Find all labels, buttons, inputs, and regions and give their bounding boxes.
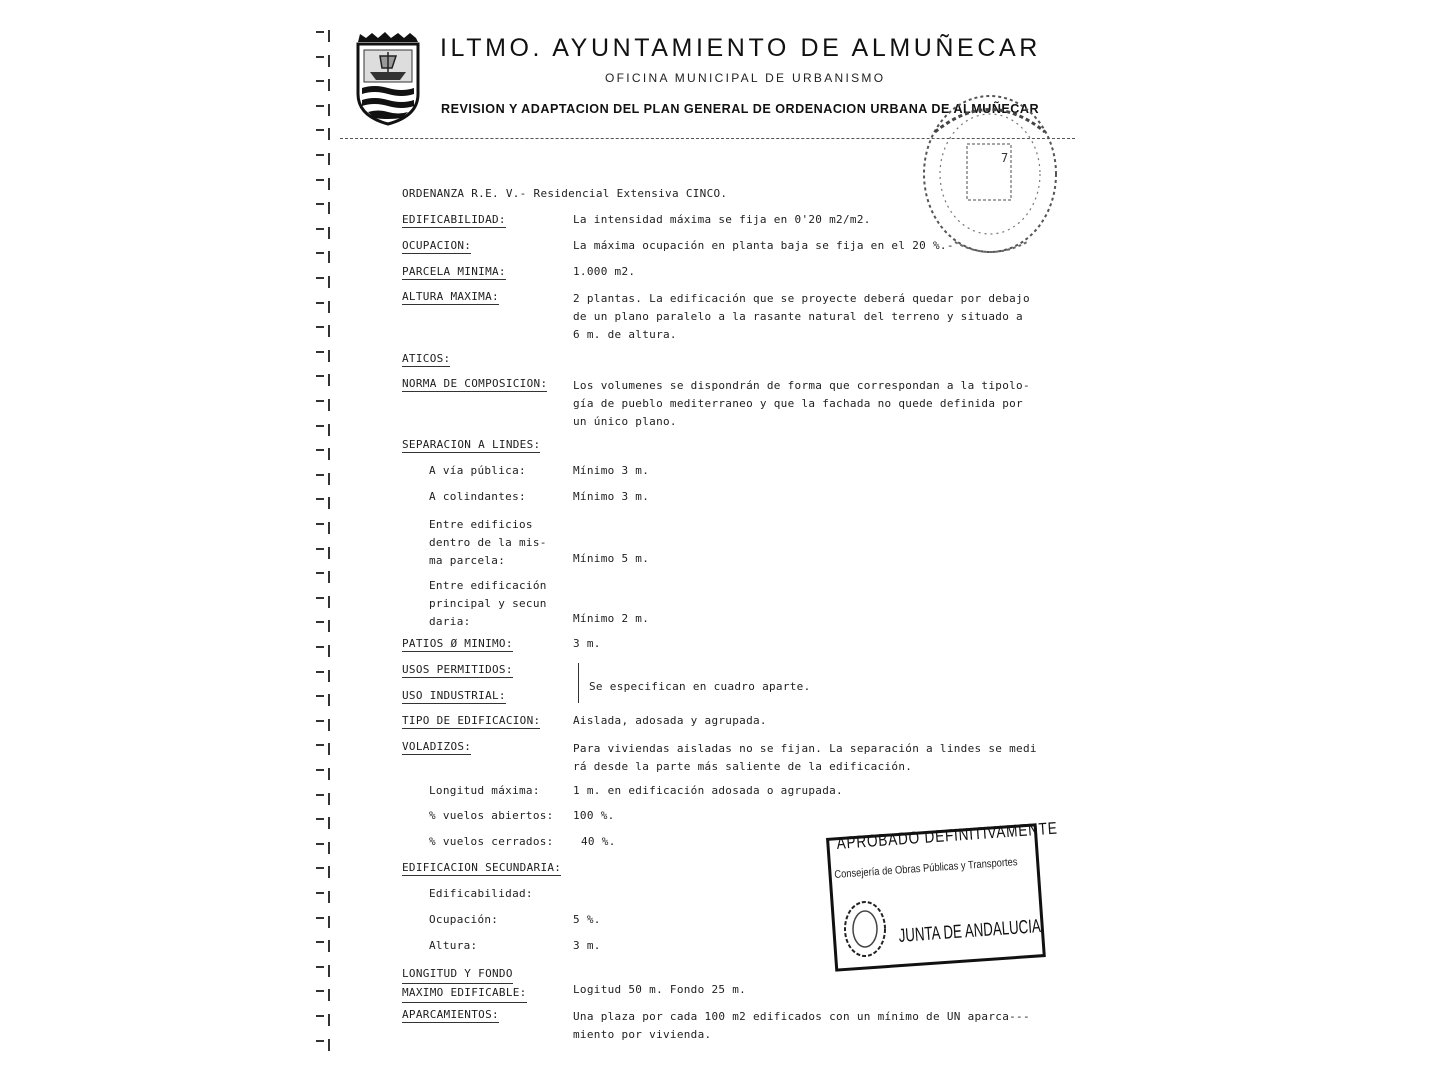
entre-edificacion-line: daria:	[429, 615, 471, 628]
margin-tick	[316, 916, 334, 928]
plan-heading: REVISION Y ADAPTACION DEL PLAN GENERAL DE ORDENACION URBANA DE ALMUÑECAR	[441, 102, 1040, 116]
margin-tick	[316, 989, 334, 1001]
margin-tick-marks	[316, 30, 336, 1075]
usos-value: Se especifican en cuadro aparte.	[589, 680, 811, 693]
margin-tick	[316, 104, 334, 116]
colindantes-label: A colindantes:	[429, 490, 526, 503]
norma-line: un único plano.	[573, 415, 677, 428]
margin-tick	[316, 153, 334, 165]
approval-stamp	[822, 814, 1059, 974]
parcela-minima-value: 1.000 m2.	[573, 265, 636, 278]
margin-tick	[316, 473, 334, 485]
patios-minimo-label: PATIOS Ø MINIMO:	[402, 637, 513, 650]
altura-line: 2 plantas. La edificación que se proyecte deberá quedar por debajo	[573, 292, 1030, 305]
margin-tick	[316, 547, 334, 559]
entre-edificacion-line: Entre edificación	[429, 579, 547, 592]
voladizos-value	[573, 740, 1037, 776]
margin-tick	[316, 719, 334, 731]
margin-tick	[316, 350, 334, 362]
approval-stamp-junta: JUNTA DE ANDALUCIA	[898, 916, 1042, 947]
margin-tick	[316, 301, 334, 313]
margin-tick	[316, 571, 334, 583]
aparcamientos-line: miento por vivienda.	[573, 1028, 712, 1041]
municipality-title: ILTMO. AYUNTAMIENTO DE ALMUÑECAR	[440, 34, 1041, 62]
entre-edificios-value: Mínimo 5 m.	[573, 552, 650, 565]
margin-tick	[316, 1039, 334, 1051]
ocupacion-label: OCUPACION:	[402, 239, 472, 252]
altura-line: de un plano paralelo a la rasante natural del terreno y situado a	[573, 310, 1023, 323]
aticos-label: ATICOS:	[402, 352, 451, 365]
entre-edificacion-line: principal y secun	[429, 597, 547, 610]
margin-tick	[316, 940, 334, 952]
altura-maxima-label: ALTURA MAXIMA:	[402, 290, 499, 303]
edificacion-secundaria-label: EDIFICACION SECUNDARIA:	[402, 861, 562, 874]
margin-tick	[316, 965, 334, 977]
edificabilidad-value: La intensidad máxima se fija en 0'20 m2/m2.	[573, 213, 871, 226]
margin-tick	[316, 768, 334, 780]
tipo-edificacion-value: Aislada, adosada y agrupada.	[573, 714, 767, 727]
via-publica-value: Mínimo 3 m.	[573, 464, 650, 477]
secundaria-edificabilidad-label: Edificabilidad:	[429, 887, 533, 900]
secundaria-ocupacion-label: Ocupación:	[429, 913, 499, 926]
aparcamientos-line: Una plaza por cada 100 m2 edificados con un mínimo de UN aparca---	[573, 1010, 1030, 1023]
longitud-maxima-value: 1 m. en edificación adosada o agrupada.	[573, 784, 843, 797]
colindantes-value: Mínimo 3 m.	[573, 490, 650, 503]
margin-tick	[316, 178, 334, 190]
entre-edificios-line: ma parcela:	[429, 554, 506, 567]
margin-tick	[316, 596, 334, 608]
longitud-fondo-label	[402, 965, 527, 1003]
approval-stamp-title: APROBADO DEFINITIVAMENTE	[836, 818, 1059, 853]
entre-edificios-label	[429, 516, 547, 570]
margin-tick	[316, 276, 334, 288]
entre-edificacion-label	[429, 577, 547, 631]
margin-tick	[316, 817, 334, 829]
margin-tick	[316, 891, 334, 903]
entre-edificios-line: dentro de la mis-	[429, 536, 547, 549]
vuelos-abiertos-value: 100 %.	[573, 809, 615, 822]
patios-minimo-value: 3 m.	[573, 637, 601, 650]
margin-tick	[316, 694, 334, 706]
vuelos-cerrados-value: 40 %.	[581, 835, 616, 848]
voladizos-line: rá desde la parte más saliente de la edificación.	[573, 760, 913, 773]
longitud-fondo-line: MAXIMO EDIFICABLE:	[402, 984, 527, 1003]
margin-tick	[316, 424, 334, 436]
secundaria-altura-value: 3 m.	[573, 939, 601, 952]
secundaria-altura-label: Altura:	[429, 939, 478, 952]
separacion-lindes-label: SEPARACION A LINDES:	[402, 438, 541, 451]
edificabilidad-label: EDIFICABILIDAD:	[402, 213, 506, 226]
margin-tick	[316, 30, 334, 42]
margin-tick	[316, 399, 334, 411]
entre-edificios-line: Entre edificios	[429, 518, 533, 531]
altura-line: 6 m. de altura.	[573, 328, 677, 341]
margin-tick	[316, 251, 334, 263]
margin-tick	[316, 128, 334, 140]
norma-composicion-value	[573, 377, 1030, 431]
usos-bracket	[578, 663, 579, 703]
entre-edificacion-value: Mínimo 2 m.	[573, 612, 650, 625]
parcela-minima-label: PARCELA MINIMA:	[402, 265, 506, 278]
norma-line: gía de pueblo mediterraneo y que la fachada no quede definida por	[573, 397, 1023, 410]
usos-permitidos-label: USOS PERMITIDOS:	[402, 663, 513, 676]
margin-tick	[316, 448, 334, 460]
altura-maxima-value	[573, 290, 1030, 344]
vuelos-abiertos-label: % vuelos abiertos:	[429, 809, 554, 822]
margin-tick	[316, 202, 334, 214]
aparcamientos-value	[573, 1008, 1030, 1044]
margin-tick	[316, 374, 334, 386]
margin-tick	[316, 743, 334, 755]
margin-tick	[316, 227, 334, 239]
margin-tick	[316, 645, 334, 657]
ocupacion-value: La máxima ocupación en planta baja se fija en el 20 %.-	[573, 239, 954, 252]
voladizos-label: VOLADIZOS:	[402, 740, 472, 753]
longitud-fondo-value: Logitud 50 m. Fondo 25 m.	[573, 983, 747, 996]
norma-composicion-label: NORMA DE COMPOSICION:	[402, 377, 548, 390]
ordenanza-title: ORDENANZA R.E. V.- Residencial Extensiva CINCO.	[402, 187, 728, 200]
longitud-maxima-label: Longitud máxima:	[429, 784, 540, 797]
svg-text:7: 7	[1001, 151, 1009, 165]
margin-tick	[316, 1014, 334, 1026]
margin-tick	[316, 793, 334, 805]
margin-tick	[316, 325, 334, 337]
margin-tick	[316, 620, 334, 632]
tipo-edificacion-label: TIPO DE EDIFICACION:	[402, 714, 541, 727]
margin-tick	[316, 55, 334, 67]
margin-tick	[316, 866, 334, 878]
uso-industrial-label: USO INDUSTRIAL:	[402, 689, 506, 702]
margin-tick	[316, 670, 334, 682]
aparcamientos-label: APARCAMIENTOS:	[402, 1008, 499, 1021]
via-publica-label: A vía pública:	[429, 464, 526, 477]
margin-tick	[316, 842, 334, 854]
secundaria-ocupacion-value: 5 %.	[573, 913, 601, 926]
margin-tick	[316, 522, 334, 534]
norma-line: Los volumenes se dispondrán de forma que correspondan a la tipolo-	[573, 379, 1030, 392]
office-subtitle: OFICINA MUNICIPAL DE URBANISMO	[605, 71, 886, 85]
vuelos-cerrados-label: % vuelos cerrados:	[429, 835, 554, 848]
longitud-fondo-line: LONGITUD Y FONDO	[402, 965, 513, 984]
voladizos-line: Para viviendas aisladas no se fijan. La separación a lindes se medi	[573, 742, 1037, 755]
margin-tick	[316, 497, 334, 509]
junta-seal-icon	[842, 899, 888, 959]
approval-stamp-department: Consejería de Obras Públicas y Transportes	[834, 856, 1018, 881]
margin-tick	[316, 79, 334, 91]
coat-of-arms-icon	[352, 32, 424, 126]
